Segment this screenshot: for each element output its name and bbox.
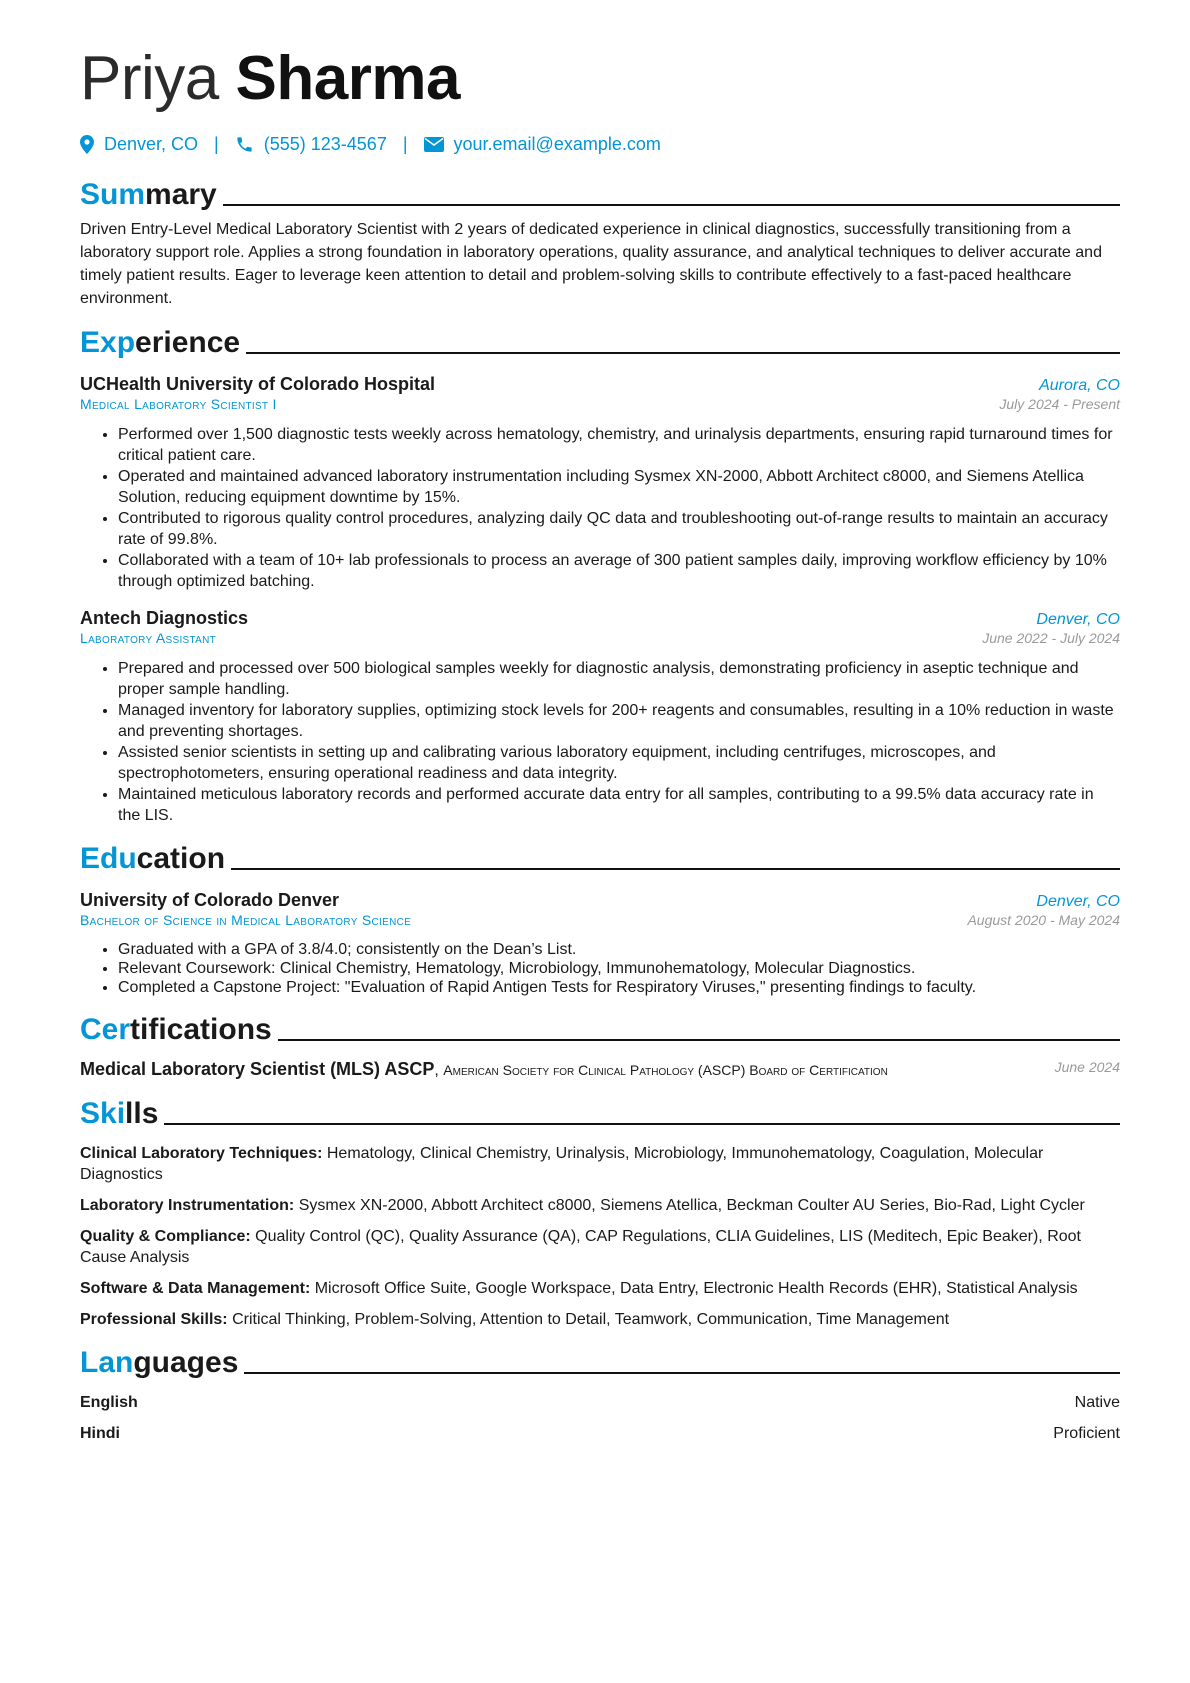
section-title-rest: mary [145,178,217,211]
section-experience-heading [80,322,1120,362]
certification-text [80,1059,900,1081]
school-name: University of Colorado Denver [80,890,340,910]
email-text: your.email@example.com [453,133,661,154]
section-skills-heading [80,1093,1120,1133]
section-title-accent: Ski [80,1097,126,1130]
job-role: Laboratory Assistant [80,630,217,646]
employer-name: Antech Diagnostics [80,608,249,628]
language-row [80,1423,1120,1444]
skill-label: Professional Skills: [80,1311,228,1328]
job-role: Medical Laboratory Scientist I [80,396,277,412]
section-certifications-heading [80,1009,1120,1049]
section-title-rest: erience [135,326,241,359]
language-name: Hindi [80,1425,120,1442]
job-location: Denver, CO [1036,611,1120,628]
envelope-icon [424,137,444,152]
language-level: Proficient [1053,1425,1120,1442]
list-item: • Contributed to rigorous quality control procedures, analyzing daily QC data and troubleshooting out-of-range results to maintain an accuracy rate of 99.8%. [118,508,1120,550]
bullet-list [80,658,1120,826]
employer-name: UCHealth University of Colorado Hospital [80,374,436,394]
language-name: English [80,1394,138,1411]
list-item: • Assisted senior scientists in setting up and calibrating various laboratory equipment, including centrifuges, microscopes, and spectrophotometers, ensuring operational readiness and data integrity. [118,742,1120,784]
degree-name: Bachelor of Science in Medical Laboratory Science [80,912,412,928]
skill-row [80,1309,1120,1330]
contact-email[interactable] [424,134,661,155]
section-title-rest: cation [136,842,226,875]
certification-issuer: American Society for Clinical Pathology (ASCP) Board of Certification [443,1062,888,1078]
list-item: • Prepared and processed over 500 biological samples weekly for diagnostic analysis, demonstrating proficiency in aseptic technique and proper sample handling. [118,658,1120,700]
section-title [80,1344,238,1382]
list-item: • Graduated with a GPA of 3.8/4.0; consistently on the Dean’s List. [118,940,1120,959]
section-title [80,176,217,214]
section-education-heading [80,838,1120,878]
phone-text: (555) 123-4567 [263,133,387,154]
location-text: Denver, CO [104,133,199,154]
list-item: • Performed over 1,500 diagnostic tests weekly across hematology, chemistry, and urinalysis departments, ensuring rapid turnaround times for critical patient care. [118,424,1120,466]
section-rule [278,1039,1120,1041]
section-title-accent: Sum [80,178,146,211]
section-rule [231,868,1120,870]
section-title [80,1095,158,1133]
certification-comma: , [434,1062,444,1079]
bullet-list [80,940,1120,997]
skill-row [80,1278,1120,1299]
skill-row [80,1226,1120,1268]
section-summary-heading [80,174,1120,214]
section-title-accent: Cer [80,1013,131,1046]
candidate-name [80,40,1120,118]
certification-title: Medical Laboratory Scientist (MLS) ASCP [80,1059,435,1079]
contact-location [80,134,198,155]
section-title [80,1011,272,1049]
job-dates: July 2024 - Present [999,396,1120,412]
skill-value: Sysmex XN-2000, Abbott Architect c8000, Siemens Atellica, Beckman Coulter AU Series, Bio-Rad, Light Cycler [298,1197,1085,1214]
contact-separator: | [402,133,408,154]
section-title-rest: lls [125,1097,159,1130]
job-location: Aurora, CO [1039,377,1120,394]
education-dates: August 2020 - May 2024 [967,912,1120,928]
section-title-rest: guages [133,1346,239,1379]
skill-label: Clinical Laboratory Techniques: [80,1145,323,1162]
language-level: Native [1074,1394,1120,1411]
school-location: Denver, CO [1036,893,1120,910]
section-rule [164,1123,1120,1125]
skill-value: Hematology, Clinical Chemistry, Urinalysis, Microbiology, Immunohematology, Coagulation, Molecular Diagnostics [80,1145,1044,1183]
list-item: • Relevant Coursework: Clinical Chemistry, Hematology, Microbiology, Immunohematology, Molecular Diagnostics. [118,959,1120,978]
section-rule [246,352,1120,354]
list-item: • Collaborated with a team of 10+ lab professionals to process an average of 300 patient samples daily, improving workflow efficiency by 10% through optimized batching. [118,550,1120,592]
phone-icon [235,135,254,154]
skill-value: Critical Thinking, Problem-Solving, Attention to Detail, Teamwork, Communication, Time Management [232,1311,950,1328]
section-title-accent: Edu [80,842,137,875]
skill-label: Quality & Compliance: [80,1228,251,1245]
contact-phone[interactable] [235,134,387,155]
section-title [80,840,225,878]
map-pin-icon [80,135,94,154]
list-item: • Maintained meticulous laboratory records and performed accurate data entry for all samples, contributing to a 99.5% data accuracy rate in the LIS. [118,784,1120,826]
section-title-accent: Lan [80,1346,134,1379]
education-entry [80,888,1120,997]
section-rule [244,1372,1120,1374]
contact-separator: | [214,133,219,154]
skill-label: Laboratory Instrumentation: [80,1197,295,1214]
first-name: Priya [80,44,219,113]
summary-text: Driven Entry-Level Medical Laboratory Scientist with 2 years of dedicated experience in clinical diagnostics, successfully transitioning from a laboratory support role. Applies a strong foundation in laboratory operations, quality assurance, and analytical techniques to deliver accurate and timely patient results. Eager to leverage keen attention to detail and problem-solving skills to contribute effectively to a fast-paced healthcare environment. [80,221,1102,307]
certification-entry [80,1059,1120,1081]
section-languages-heading [80,1342,1120,1382]
section-rule [223,204,1120,206]
bullet-list [80,424,1120,592]
skill-value: Quality Control (QC), Quality Assurance (QA), CAP Regulations, CLIA Guidelines, LIS (Meditech, Epic Beaker), Root Cause Analysis [80,1228,1081,1266]
skill-row [80,1195,1120,1216]
list-item: • Completed a Capstone Project: "Evaluation of Rapid Antigen Tests for Respiratory Viruses," presenting findings to faculty. [118,978,1120,997]
list-item: • Operated and maintained advanced laboratory instrumentation including Sysmex XN-2000, Abbott Architect c8000, and Siemens Atellica Solution, reducing equipment downtime by 15%. [118,466,1120,508]
last-name: Sharma [235,44,460,113]
section-title-rest: tifications [130,1013,272,1046]
experience-entry [80,606,1120,826]
skill-row [80,1143,1120,1185]
skill-value: Microsoft Office Suite, Google Workspace, Data Entry, Electronic Health Records (EHR), Statistical Analysis [314,1280,1078,1297]
skill-label: Software & Data Management: [80,1280,311,1297]
language-row [80,1392,1120,1413]
job-dates: June 2022 - July 2024 [982,630,1120,646]
section-title [80,324,240,362]
contact-bar [80,126,1120,162]
list-item: • Managed inventory for laboratory supplies, optimizing stock levels for 200+ reagents and consumables, resulting in a 10% reduction in waste and preventing shortages. [118,700,1120,742]
certification-date: June 2024 [1054,1059,1120,1075]
experience-entry [80,372,1120,592]
section-title-accent: Exp [80,326,136,359]
